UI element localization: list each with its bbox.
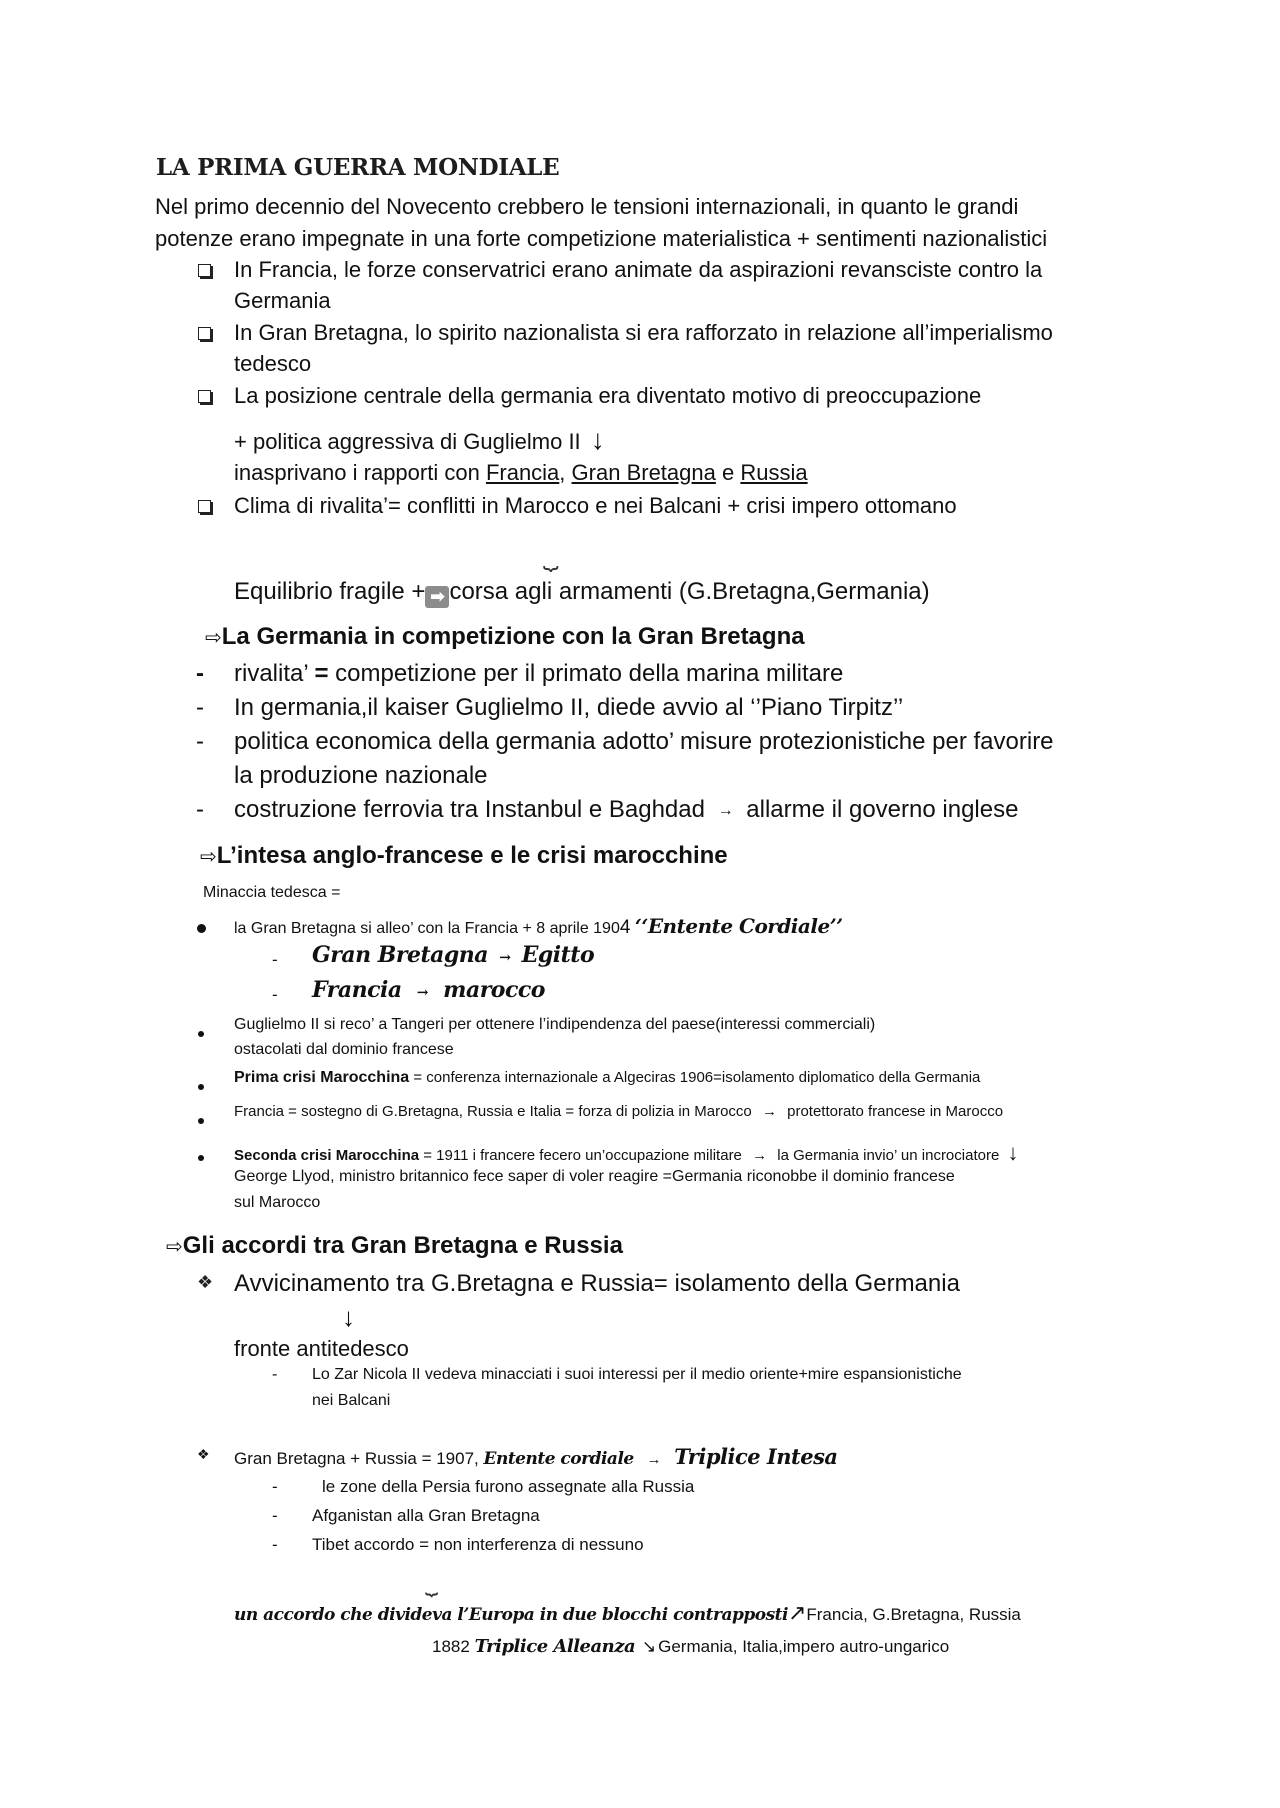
bullet-dot-icon bbox=[198, 1077, 204, 1095]
bullet-politica-economica-cont: la produzione nazionale bbox=[234, 762, 488, 789]
bullet-prima-crisi: Prima crisi Marocchina = conferenza internazionale a Algeciras 1906=isolamento diplomatico della Germania bbox=[234, 1069, 981, 1086]
checkbox-bullet-icon bbox=[198, 327, 211, 345]
right-arrow-icon: → bbox=[717, 802, 734, 819]
underbrace-icon: ⏟ bbox=[425, 1570, 439, 1595]
bullet-triplice-intesa: Gran Bretagna + Russia = 1907, Entente cordiale → Triplice Intesa bbox=[234, 1444, 838, 1469]
bullet-dot-icon bbox=[198, 1148, 204, 1166]
dash-bullet: - bbox=[272, 1366, 278, 1383]
right-outline-arrow-icon: ⇨ bbox=[166, 1236, 183, 1258]
closing-line-1: un accordo che divideva l’Europa in due blocchi contrapposti↗Francia, G.Bretagna, Russia bbox=[234, 1600, 1021, 1625]
dash-bullet: - bbox=[196, 796, 204, 823]
bullet-zar-cont: nei Balcani bbox=[312, 1392, 391, 1409]
right-arrow-icon: → bbox=[761, 1103, 777, 1120]
bullet-protettorato: Francia = sostegno di G.Bretagna, Russia e Italia = forza di polizia in Marocco → protettorato francese in Marocco bbox=[234, 1103, 1004, 1120]
down-right-arrow-icon: ↘ bbox=[641, 1637, 657, 1656]
down-arrow-icon: ↓ bbox=[342, 1302, 355, 1332]
section-heading-accordi: ⇨Gli accordi tra Gran Bretagna e Russia bbox=[166, 1232, 623, 1259]
bullet-seconda-crisi-cont: George Llyod, ministro britannico fece saper di voler reagire =Germania riconobbe il dominio francese bbox=[234, 1168, 955, 1185]
sub-bullet-tibet: Tibet accordo = non interferenza di nessuno bbox=[312, 1535, 644, 1554]
handwritten-accordo: un accordo che divideva l’Europa in due blocchi contrapposti bbox=[234, 1605, 788, 1625]
handwritten-entente-cordiale: ‘‘Entente Cordiale’’ bbox=[634, 914, 843, 938]
bullet-seconda-crisi: Seconda crisi Marocchina = 1911 i francere fecero un’occupazione militare → la Germania invio’ un incrociatore ↓ bbox=[234, 1140, 1019, 1165]
bullet-avvicinamento: Avvicinamento tra G.Bretagna e Russia= isolamento della Germania bbox=[234, 1270, 960, 1297]
page-title: LA PRIMA GUERRA MONDIALE bbox=[156, 154, 560, 181]
up-right-arrow-icon: ↗ bbox=[787, 1600, 807, 1625]
diamond-bullet-icon: ❖ bbox=[197, 1272, 214, 1292]
right-arrow-icon: → bbox=[499, 950, 511, 966]
checklist-item-3-relations: inasprivano i rapporti con Francia, Gran Bretagna e Russia bbox=[234, 460, 808, 485]
dash-bullet: - bbox=[272, 1535, 278, 1554]
checklist-item-3-cont: + politica aggressiva di Guglielmo II ↓ bbox=[234, 424, 605, 455]
handwritten-triplice-alleanza: Triplice Alleanza bbox=[474, 1636, 636, 1657]
bullet-dot-icon bbox=[198, 1111, 204, 1129]
checklist-item-2-cont: tedesco bbox=[234, 351, 312, 376]
intro-line-1: Nel primo decennio del Novecento crebbero le tensioni internazionali, in quanto le grandi bbox=[155, 194, 1019, 219]
bullet-ferrovia: costruzione ferrovia tra Instanbul e Baghdad → allarme il governo inglese bbox=[234, 796, 1019, 823]
bullet-zar: Lo Zar Nicola II vedeva minacciati i suoi interessi per il medio oriente+mire espansionistiche bbox=[312, 1366, 962, 1383]
checkbox-bullet-icon bbox=[198, 390, 211, 408]
link-gran-bretagna: Gran Bretagna bbox=[571, 460, 716, 485]
sub-bullet-gb-egitto: Gran Bretagna → Egitto bbox=[312, 942, 595, 968]
sub-bullet-francia-marocco: Francia → marocco bbox=[312, 977, 545, 1003]
bullet-dot-icon bbox=[198, 1024, 204, 1042]
right-outline-arrow-icon: ⇨ bbox=[200, 846, 217, 868]
bullet-tangeri-cont: ostacolati dal dominio francese bbox=[234, 1041, 454, 1058]
bullet-seconda-crisi-cont2: sul Marocco bbox=[234, 1194, 321, 1211]
right-arrow-icon: → bbox=[416, 985, 428, 1001]
intro-line-2: potenze erano impegnate in una forte competizione materialistica + sentimenti nazionalistici bbox=[155, 226, 1048, 251]
bullet-entente: la Gran Bretagna si alleo’ con la Francia + 8 aprile 1904 ‘‘Entente Cordiale’’ bbox=[234, 914, 843, 938]
right-arrow-icon: → bbox=[646, 1451, 662, 1468]
dash-bullet: - bbox=[272, 950, 278, 969]
sub-bullet-afganistan: Afganistan alla Gran Bretagna bbox=[312, 1506, 540, 1525]
dash-bullet: - bbox=[272, 1506, 278, 1525]
checkbox-bullet-icon bbox=[198, 264, 211, 282]
checkbox-bullet-icon bbox=[198, 500, 211, 518]
closing-line-2: 1882 Triplice Alleanza ↘ Germania, Italia,impero autro-ungarico bbox=[432, 1636, 950, 1657]
section-heading-germania: ⇨La Germania in competizione con la Gran Bretagna bbox=[205, 623, 805, 650]
right-outline-arrow-icon: ⇨ bbox=[205, 627, 222, 649]
checklist-item-1: In Francia, le forze conservatrici erano animate da aspirazioni revansciste contro la bbox=[234, 257, 1043, 282]
bullet-dot-icon bbox=[197, 920, 206, 938]
down-arrow-icon: ↓ bbox=[590, 424, 605, 455]
bullet-tangeri: Guglielmo II si reco’ a Tangeri per ottenere l’indipendenza del paese(interessi commerciali) bbox=[234, 1016, 876, 1033]
fronte-antitedesco: fronte antitedesco bbox=[234, 1336, 409, 1361]
underbrace-icon: ⏟ bbox=[543, 540, 559, 570]
section-heading-intesa: ⇨L’intesa anglo-francese e le crisi marocchine bbox=[200, 842, 728, 869]
sub-bullet-persia: le zone della Persia furono assegnate alla Russia bbox=[322, 1477, 695, 1496]
bullet-piano-tirpitz: In germania,il kaiser Guglielmo II, diede avvio al ‘’Piano Tirpitz’’ bbox=[234, 694, 904, 721]
dash-bullet: - bbox=[272, 985, 278, 1004]
link-russia: Russia bbox=[740, 460, 808, 485]
link-francia: Francia bbox=[485, 460, 560, 485]
right-arrow-icon: ➡ bbox=[425, 586, 449, 608]
checklist-item-2: In Gran Bretagna, lo spirito nazionalista si era rafforzato in relazione all’imperialismo bbox=[234, 320, 1053, 345]
equilibrio-line: Equilibrio fragile + ➡ corsa agli armamenti (G.Bretagna,Germania) bbox=[234, 578, 930, 606]
down-arrow-icon: ↓ bbox=[1007, 1140, 1019, 1165]
dash-bullet: - bbox=[196, 694, 204, 721]
diamond-bullet-icon: ❖ bbox=[197, 1446, 210, 1462]
right-arrow-icon: → bbox=[752, 1147, 768, 1164]
checklist-item-4: Clima di rivalita’= conflitti in Marocco e nei Balcani + crisi impero ottomano bbox=[234, 493, 957, 518]
checklist-item-1-cont: Germania bbox=[234, 288, 331, 313]
dash-bullet: - bbox=[196, 728, 204, 755]
dash-bullet: - bbox=[272, 1477, 278, 1496]
minaccia-label: Minaccia tedesca = bbox=[203, 884, 341, 901]
checklist-item-3: La posizione centrale della germania era diventato motivo di preoccupazione bbox=[234, 383, 982, 408]
bullet-politica-economica: politica economica della germania adotto’ misure protezionistiche per favorire bbox=[234, 728, 1054, 755]
dash-bullet: - bbox=[196, 660, 204, 687]
bullet-rivalita: rivalita’ = competizione per il primato della marina militare bbox=[234, 660, 844, 687]
